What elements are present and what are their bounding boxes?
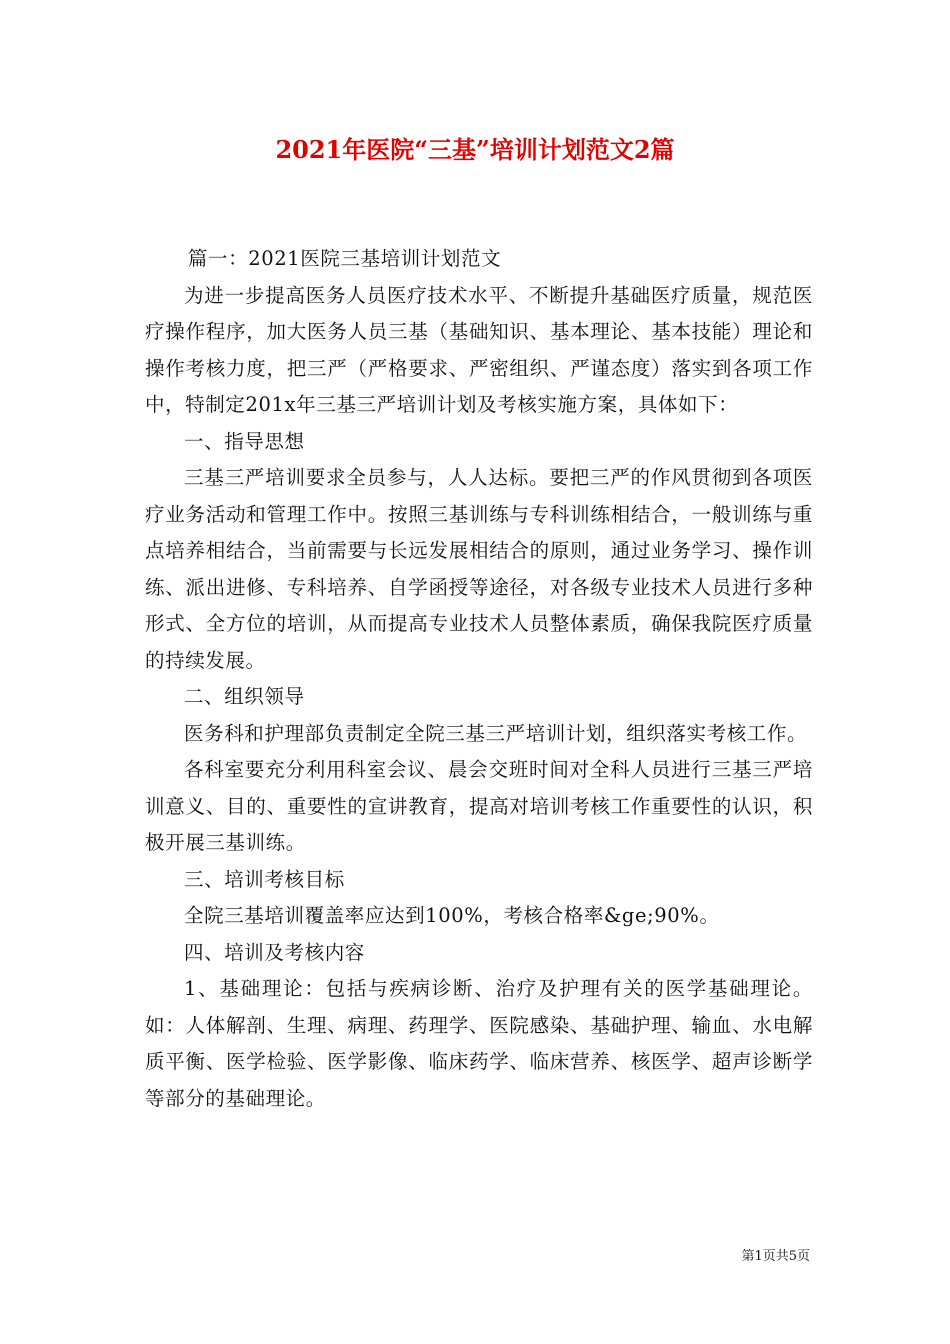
paragraph-organization-2: 各科室要充分利用科室会议、晨会交班时间对全科人员进行三基三严培训意义、目的、重要性的宣讲教育，提高对培训考核工作重要性的认识，积极开展三基训练。 (145, 758, 813, 854)
paragraph-organization-1: 医务科和护理部负责制定全院三基三严培训计划，组织落实考核工作。 (184, 721, 808, 745)
document-body (145, 241, 813, 1117)
paragraph-basic-theory: 1、基础理论：包括与疾病诊断、治疗及护理有关的医学基础理论。如：人体解剖、生理、病理、药理学、医院感染、基础护理、输血、水电解质平衡、医学检验、医学影像、临床药学、临床营养、核医学、超声诊断学等部分的基础理论。 (145, 977, 813, 1110)
paragraph-targets: 全院三基培训覆盖率应达到100%，考核合格率&ge;90%。 (184, 904, 720, 927)
section-heading-content: 四、培训及考核内容 (184, 940, 365, 964)
document-title: 2021年医院“三基”培训计划范文2篇 (275, 135, 675, 164)
section-heading-targets: 三、培训考核目标 (184, 867, 345, 891)
page-number-footer: 第1页共5页 (741, 1249, 810, 1264)
paragraph-intro: 为进一步提高医务人员医疗技术水平、不断提升基础医疗质量，规范医疗操作程序，加大医务人员三基（基础知识、基本理论、基本技能）理论和操作考核力度，把三严（严格要求、严密组织、严谨态度）落实到各项工作中，特制定201x年三基三严培训计划及考核实施方案，具体如下： (145, 283, 813, 416)
article-heading: 篇一：2021医院三基培训计划范文 (187, 247, 502, 270)
section-heading-guiding-ideology: 一、指导思想 (184, 429, 305, 453)
section-heading-organization: 二、组织领导 (184, 685, 305, 708)
paragraph-guiding-ideology: 三基三严培训要求全员参与，人人达标。要把三严的作风贯彻到各项医疗业务活动和管理工作中。按照三基训练与专科训练相结合，一般训练与重点培养相结合，当前需要与长远发展相结合的原则，通过业务学习、操作训练、派出进修、专科培养、自学函授等途径，对各级专业技术人员进行多种形式、全方位的培训，从而提高专业技术人员整体素质，确保我院医疗质量的持续发展。 (145, 466, 813, 672)
